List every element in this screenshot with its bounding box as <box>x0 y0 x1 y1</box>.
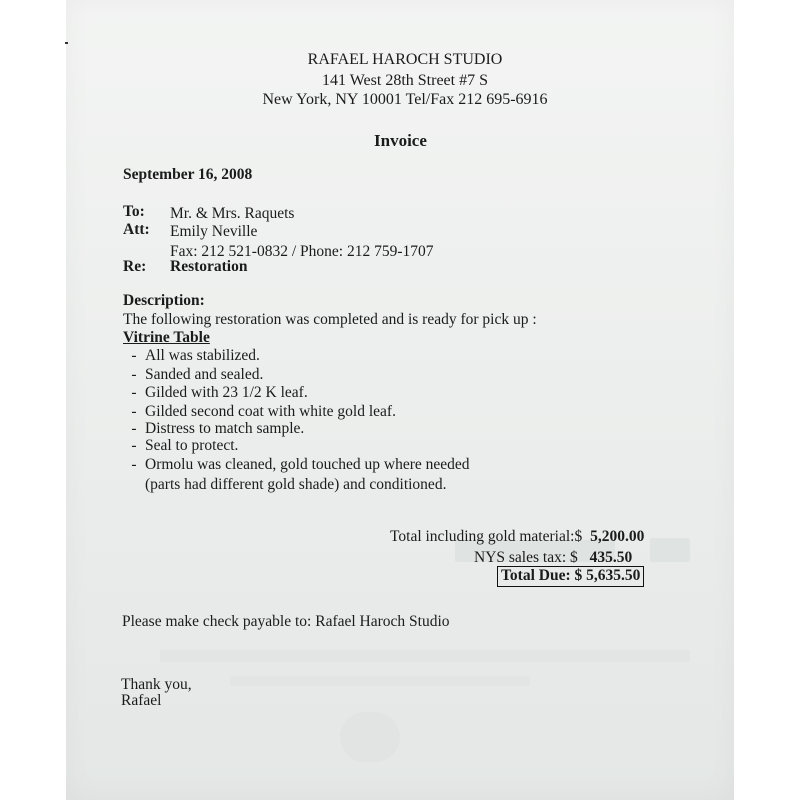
re-value: Restoration <box>170 258 248 275</box>
task-list-item <box>123 347 260 365</box>
payment-note: Please make check payable to: Rafael Haroch Studio <box>122 613 450 630</box>
task-list-item <box>123 384 308 402</box>
total-due: Total Due: $ 5,635.50 <box>497 566 644 587</box>
material-total-line <box>390 528 644 546</box>
closing-thanks: Thank you, <box>121 676 192 693</box>
item-title: Vitrine Table <box>123 329 210 346</box>
material-total-value: 5,200.00 <box>590 528 645 545</box>
to-label: To: <box>123 203 145 220</box>
task-text: Gilded second coat with white gold leaf. <box>145 403 396 420</box>
task-text: All was stabilized. <box>145 347 260 364</box>
signature-name: Rafael <box>121 692 162 709</box>
task-text: Distress to match sample. <box>145 420 305 437</box>
list-dash: - <box>131 384 137 401</box>
studio-name: RAFAEL HAROCH STUDIO <box>307 51 503 68</box>
task-continuation: (parts had different gold shade) and conditioned. <box>145 476 447 493</box>
invoice-date: September 16, 2008 <box>123 166 253 183</box>
task-list-item <box>123 437 238 455</box>
re-label: Re: <box>123 258 147 275</box>
list-dash: - <box>131 420 137 437</box>
bleed-through-mark <box>340 712 400 762</box>
task-text: Gilded with 23 1/2 K leaf. <box>145 384 308 401</box>
task-list-item <box>123 366 263 384</box>
description-intro: The following restoration was completed and is ready for pick up : <box>123 311 537 328</box>
att-value: Emily Neville <box>170 223 258 240</box>
invoice-title: Invoice <box>374 131 427 150</box>
task-list-item <box>123 403 396 421</box>
task-list-item <box>123 456 470 474</box>
task-text: Sanded and sealed. <box>145 366 264 383</box>
sales-tax-line <box>474 549 632 567</box>
bleed-through-mark <box>650 538 690 562</box>
list-dash: - <box>131 366 137 383</box>
task-text: Seal to protect. <box>145 437 239 454</box>
studio-address: 141 West 28th Street #7 S <box>322 72 488 89</box>
sales-tax-label: NYS sales tax: $ <box>474 549 578 566</box>
sales-tax-value: 435.50 <box>589 549 633 566</box>
bleed-through-mark <box>160 650 690 662</box>
att-label: Att: <box>123 221 150 238</box>
list-dash: - <box>131 347 137 364</box>
list-dash: - <box>131 403 137 420</box>
material-total-label: Total including gold material:$ <box>390 528 583 545</box>
description-heading: Description: <box>123 292 205 309</box>
list-dash: - <box>131 456 137 473</box>
to-value: Mr. & Mrs. Raquets <box>170 205 295 222</box>
bleed-through-mark <box>230 676 530 686</box>
contact-line: Fax: 212 521-0832 / Phone: 212 759-1707 <box>170 243 434 260</box>
speck <box>65 42 68 44</box>
task-text: Ormolu was cleaned, gold touched up where needed <box>145 456 470 473</box>
task-list-item <box>123 420 304 438</box>
studio-city-phone: New York, NY 10001 Tel/Fax 212 695-6916 <box>262 91 548 108</box>
list-dash: - <box>131 437 137 454</box>
